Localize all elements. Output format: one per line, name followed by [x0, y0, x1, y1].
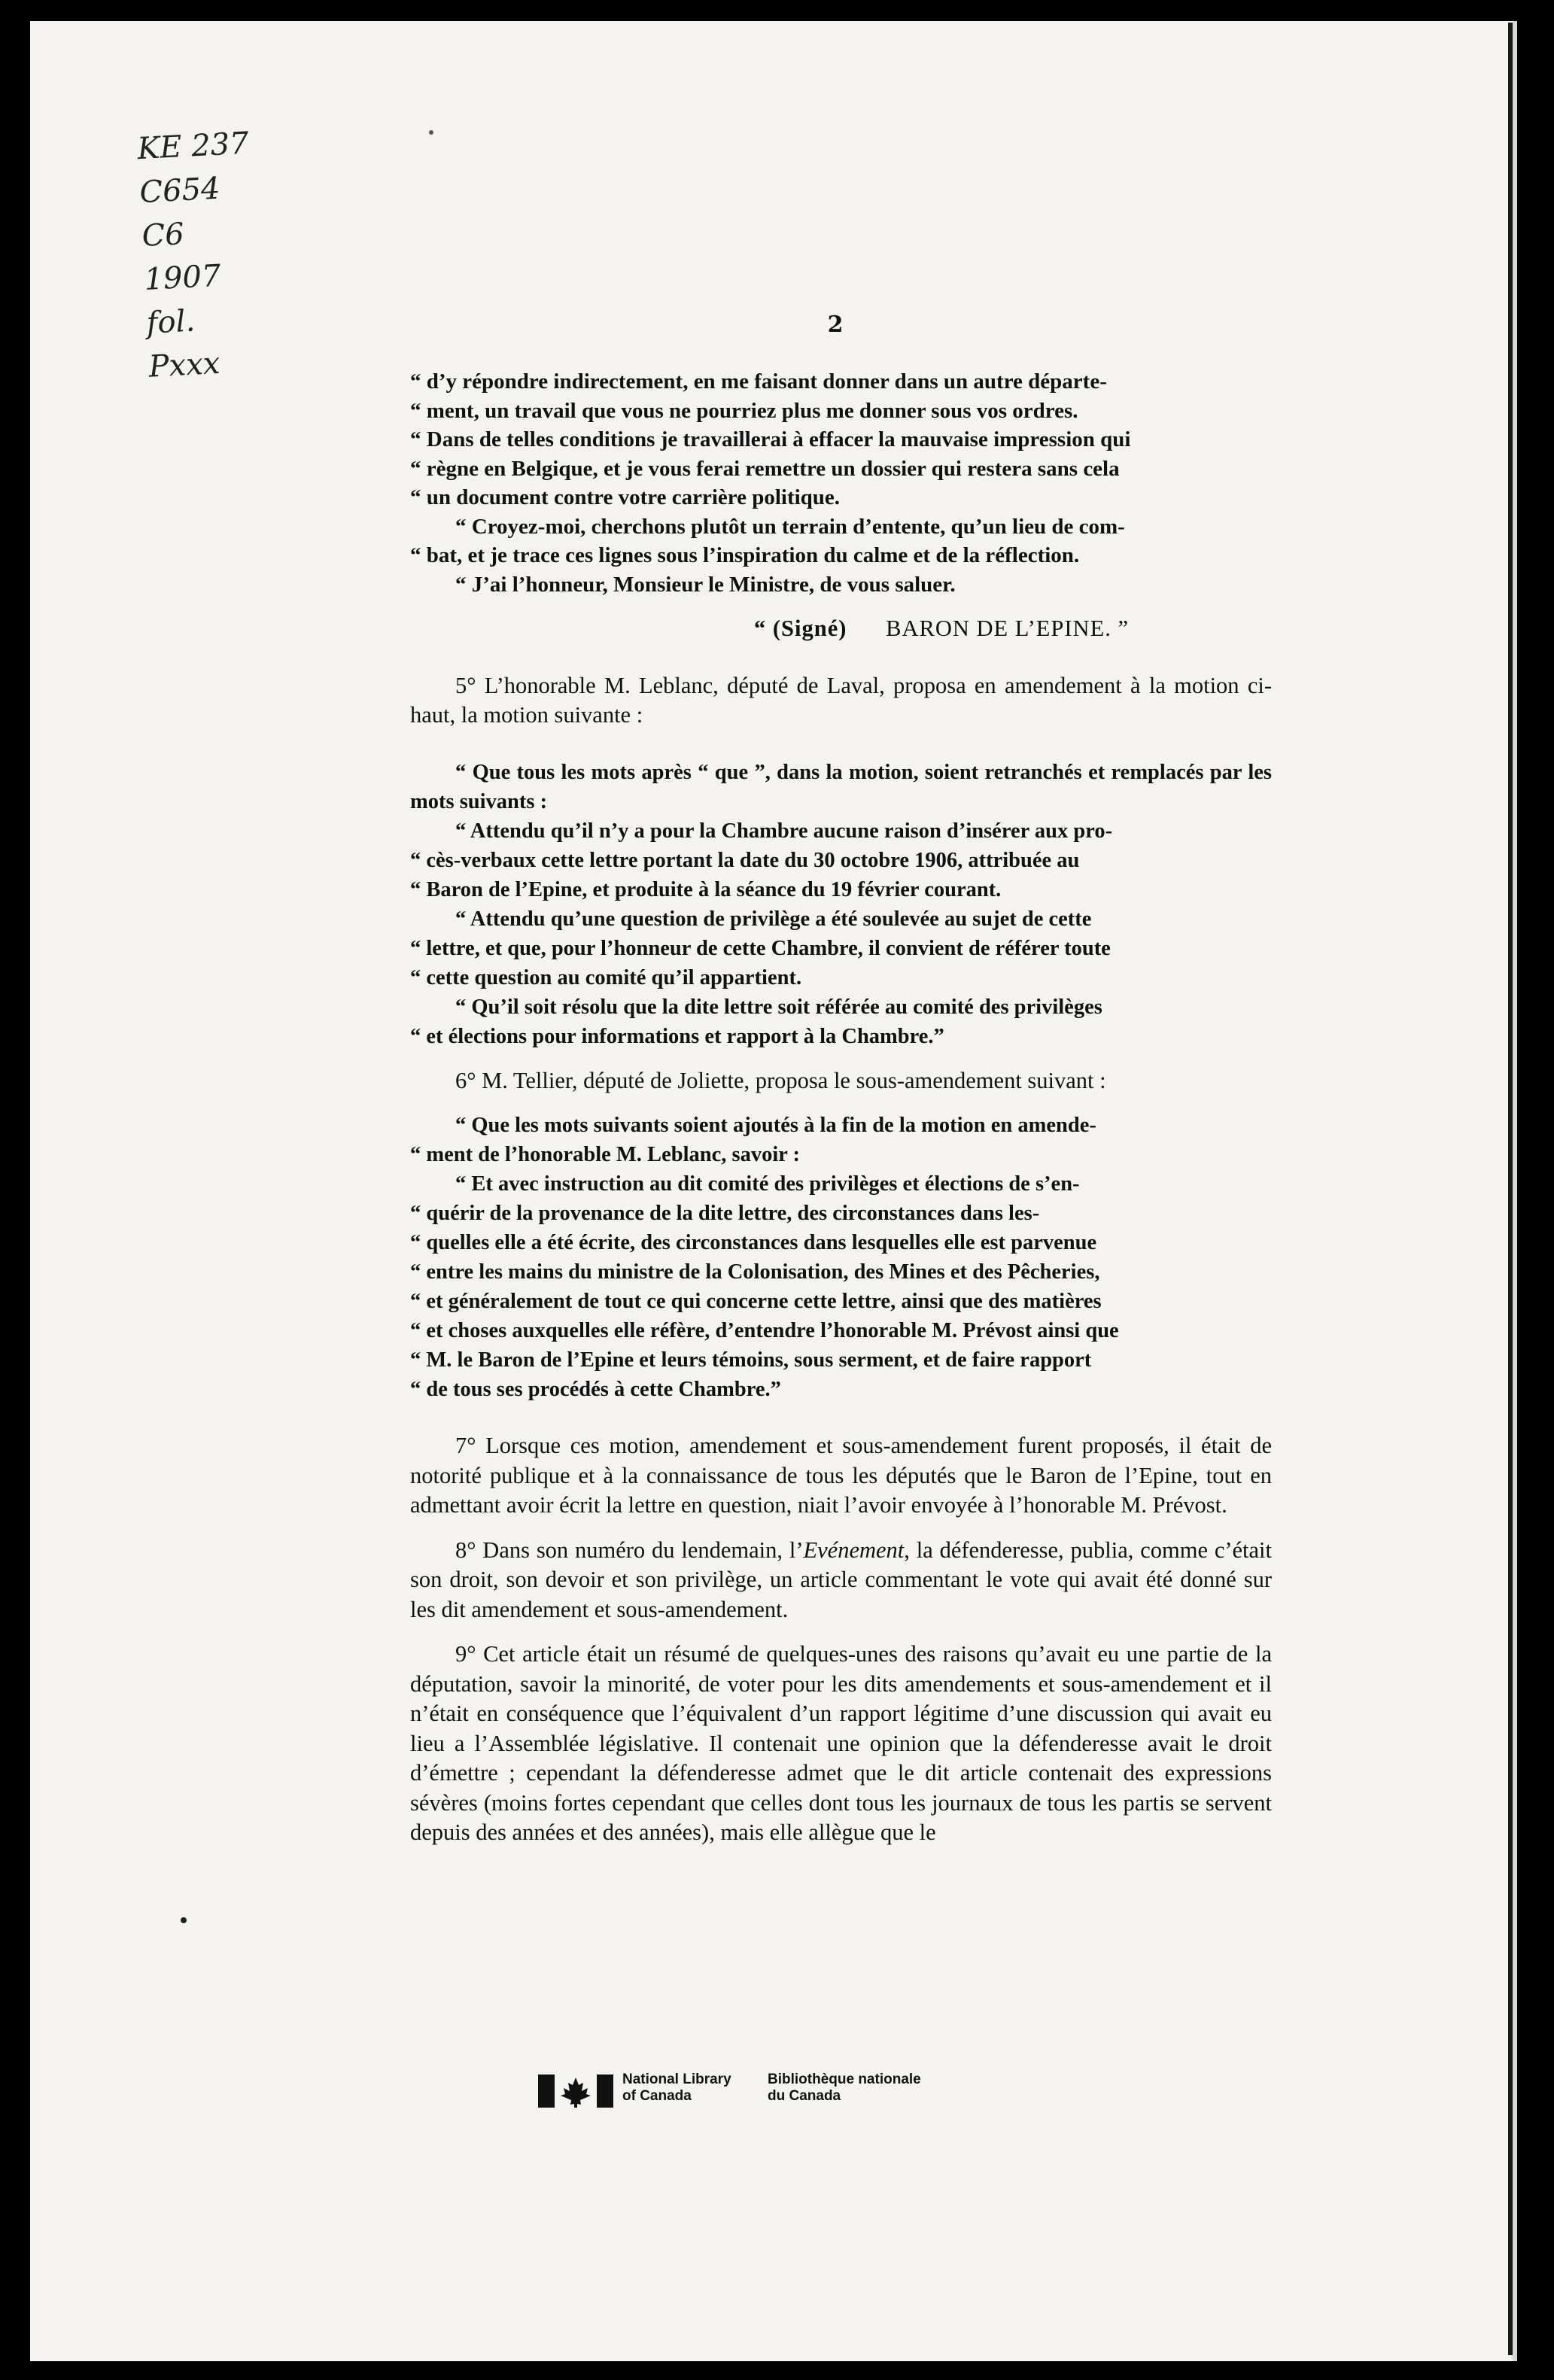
sub-amendment-line: “ ment de l’honorable M. Leblanc, savoir : [410, 1143, 800, 1166]
scan-edge [1508, 23, 1513, 2355]
call-number-line: C654 [138, 171, 221, 211]
amendment-line: “ Attendu qu’une question de privilège a été soulevée au sujet de cette [455, 907, 1092, 931]
handwritten-call-number [136, 118, 323, 389]
sub-amendment-text [410, 1111, 1272, 1404]
library-name-english [622, 2071, 773, 2105]
paragraph-8 [410, 1536, 1272, 1625]
library-name-line: National Library [622, 2071, 731, 2087]
page-number: 2 [827, 312, 844, 338]
amendment-line: “ cette question au comité qu’il appartient. [410, 965, 802, 989]
signature-name: BARON DE L’EPINE. ” [886, 616, 1129, 641]
scan-speck [429, 130, 433, 135]
paragraph-text-pre: Dans son numéro du lendemain, l’ [482, 1537, 804, 1563]
paragraph-7 [410, 1431, 1272, 1521]
sub-amendment-line: “ de tous ses procédés à cette Chambre.” [410, 1378, 781, 1401]
amendment-line: “ Baron de l’Epine, et produite à la séance du 19 février courant. [410, 877, 1002, 901]
paragraph-text: M. Tellier, député de Joliette, proposa le sous-amendement suivant : [482, 1067, 1106, 1093]
sub-amendment-line: “ M. le Baron de l’Epine et leurs témoins, sous serment, et de faire rapport [410, 1348, 1092, 1372]
body-text [410, 367, 1272, 1848]
library-footer [538, 2071, 990, 2117]
paragraph-text: Cet article était un résumé de quelques-unes des raisons qu’avait eu une partie de la députation, savoir la minorité, de voter pour les dits amendements et sous-amendement et il n’était en conséquence que l’équivalent d’un rapport légitime d’une discussion qui avait eu lieu a l’Assemblée législative. Il contenait une opinion que la défenderesse avait le droit d’émettre ; cependant la défenderesse admet que le dit article contenait des expressions sévères (moins fortes cependant que celles dont tous les journaux de tous les partis se servent depuis des années et des années), mais elle allègue que le [410, 1641, 1272, 1845]
newspaper-name: Evénement [803, 1537, 905, 1563]
letter-line: “ bat, et je trace ces lignes sous l’inspiration du calme et de la réflection. [410, 543, 1080, 567]
letter-line: “ ment, un travail que vous ne pourriez plus me donner sous vos ordres. [410, 398, 1078, 423]
library-name-line: Bibliothèque nationale [768, 2071, 921, 2087]
canada-flag-icon [538, 2075, 613, 2108]
call-number-line: C6 [141, 217, 185, 254]
letter-line: “ un document contre votre carrière politique. [410, 485, 841, 509]
paragraph-9 [410, 1640, 1272, 1848]
sub-amendment-line: “ Que les mots suivants soient ajoutés à la fin de la motion en amende- [455, 1114, 1096, 1137]
call-number-line: 1907 [143, 258, 222, 297]
paragraph-number: 7° [455, 1433, 476, 1458]
sub-amendment-line: “ et généralement de tout ce qui concerne cette lettre, ainsi que des matières [410, 1290, 1102, 1313]
call-number-line: Pxxx [147, 345, 221, 385]
sub-amendment-line: “ entre les mains du ministre de la Colonisation, des Mines et des Pêcheries, [410, 1260, 1100, 1284]
amendment-line: “ lettre, et que, pour l’honneur de cette Chambre, il convient de référer toute [410, 936, 1111, 960]
sub-amendment-line: “ quelles elle a été écrite, des circonstances dans lesquelles elle est parvenue [410, 1231, 1097, 1254]
library-name-line: du Canada [768, 2088, 841, 2104]
amendment-line: “ Attendu qu’il n’y a pour la Chambre aucune raison d’insérer aux pro- [455, 819, 1113, 843]
amendment-line: “ et élections pour informations et rapport à la Chambre.” [410, 1024, 944, 1048]
sub-amendment-line: “ Et avec instruction au dit comité des privilèges et élections de s’en- [455, 1172, 1080, 1196]
call-number-line: fol. [145, 303, 196, 341]
paragraph-5 [410, 671, 1272, 731]
call-number-line: KE 237 [136, 126, 250, 167]
library-name-french [768, 2071, 963, 2105]
paragraph-text: Lorsque ces motion, amendement et sous-amendement furent proposés, il était de notorité publique et à la connaissance de tous les députés que le Baron de l’Epine, tout en admettant avoir écrit la lettre en question, niait l’avoir envoyée à l’honorable M. Prévost. [410, 1433, 1272, 1518]
paragraph-6 [410, 1066, 1272, 1096]
paragraph-number: 5° [455, 672, 476, 698]
paragraph-text-post: , la défenderesse, publia, comme c’était son droit, son devoir et son privilège, un article commentant le vote qui avait été donné sur les dit amendement et sous-amendement. [410, 1537, 1273, 1622]
letter-signature [410, 614, 1272, 644]
letter-line: “ J’ai l’honneur, Monsieur le Ministre, de vous saluer. [455, 572, 956, 597]
amendment-line: “ cès-verbaux cette lettre portant la date du 30 octobre 1906, attribuée au [410, 848, 1080, 872]
letter-line: “ Dans de telles conditions je travaillerai à effacer la mauvaise impression qui [410, 427, 1131, 451]
letter-line: “ Croyez-moi, cherchons plutôt un terrain d’entente, qu’un lieu de com- [455, 514, 1125, 539]
document-sheet [30, 21, 1517, 2361]
signature-label: “ (Signé) [754, 616, 847, 641]
paragraph-number: 8° [455, 1537, 476, 1563]
amendment-line: “ Que tous les mots après “ que ”, dans la motion, soient retranchés et remplacés par les mots suivants : [410, 760, 1272, 813]
amendment-line: “ Qu’il soit résolu que la dite lettre soit référée au comité des privilèges [455, 995, 1102, 1019]
sub-amendment-line: “ et choses auxquelles elle réfère, d’entendre l’honorable M. Prévost ainsi que [410, 1319, 1119, 1342]
sub-amendment-line: “ quérir de la provenance de la dite lettre, des circonstances dans les- [410, 1202, 1040, 1225]
letter-line: “ règne en Belgique, et je vous ferai remettre un dossier qui restera sans cela [410, 456, 1120, 481]
paragraph-number: 9° [455, 1641, 476, 1667]
paragraph-text: L’honorable M. Leblanc, député de Laval, proposa en amendement à la motion ci-haut, la motion suivante : [410, 672, 1273, 728]
quoted-letter [410, 367, 1272, 599]
paragraph-number: 6° [455, 1067, 476, 1093]
library-name-line: of Canada [622, 2088, 692, 2104]
amendment-text [410, 758, 1272, 1051]
scan-speck [181, 1917, 187, 1923]
letter-line: “ d’y répondre indirectement, en me faisant donner dans un autre départe- [410, 369, 1107, 394]
